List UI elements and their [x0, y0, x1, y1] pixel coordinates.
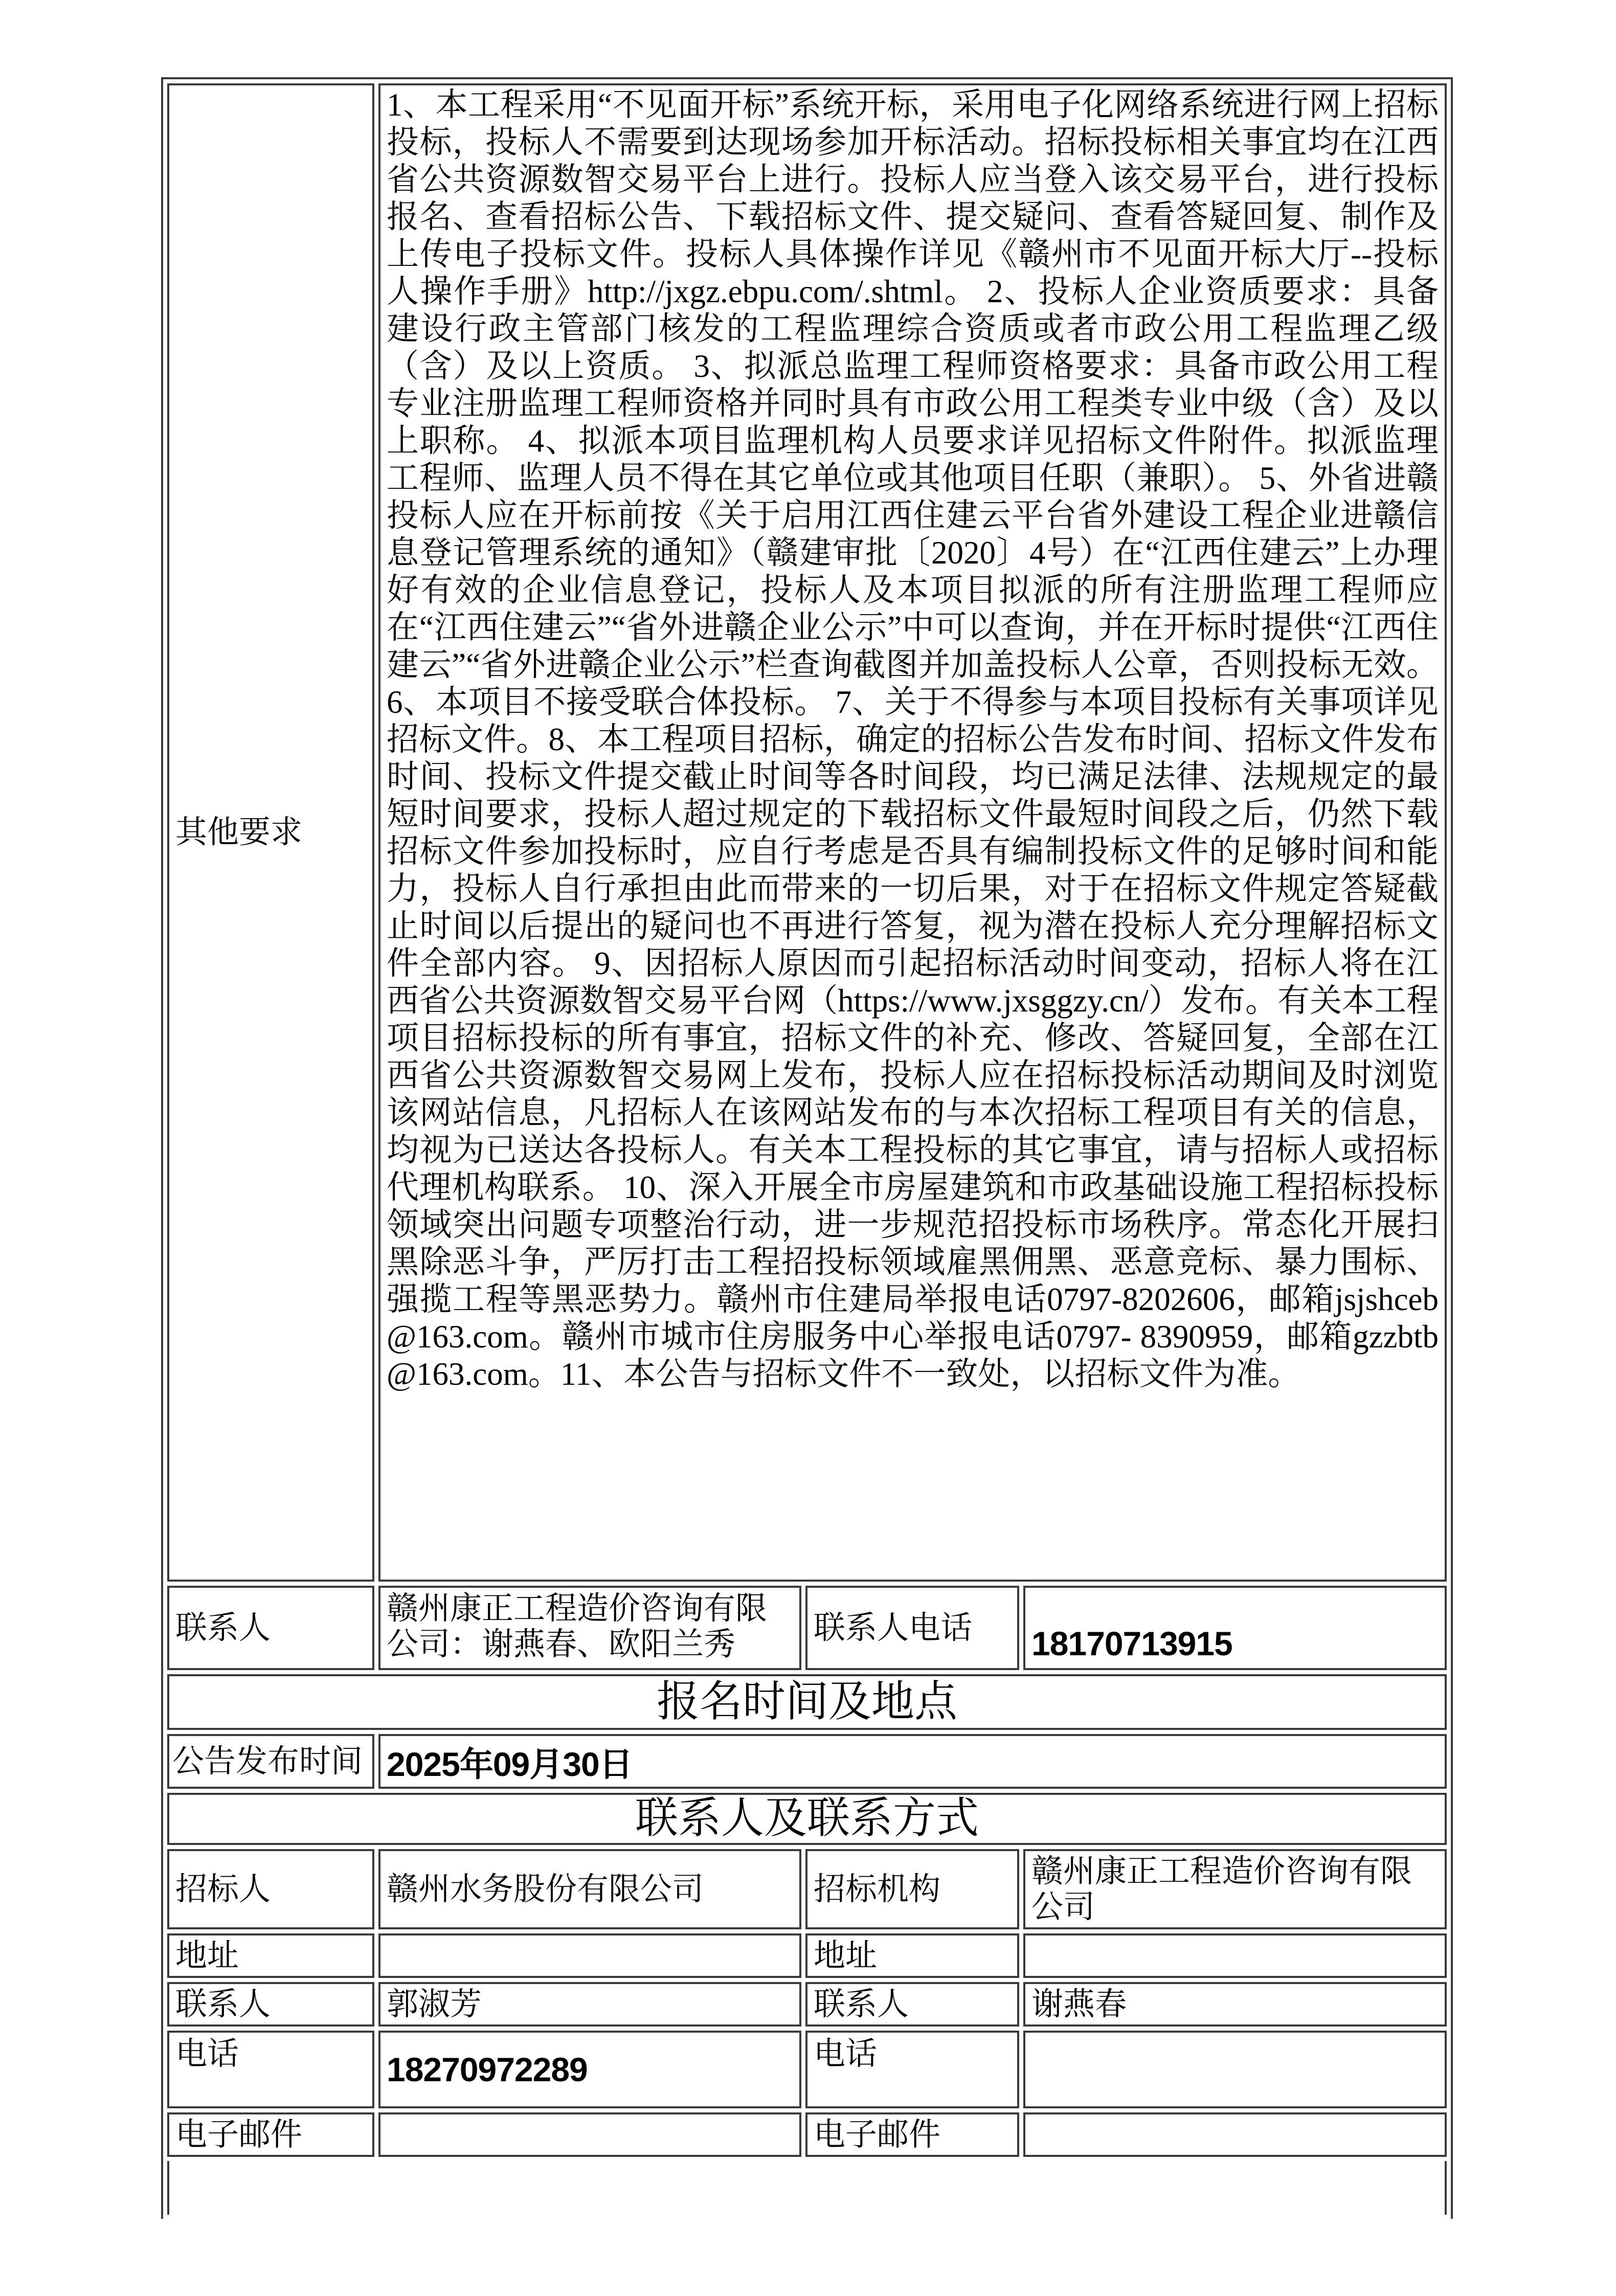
cutoff-empty-row [167, 2161, 1447, 2215]
address-right-value [1023, 1933, 1447, 1978]
contact-left-value: 郭淑芳 [378, 1982, 801, 2027]
cutoff-empty-cell [167, 2161, 1447, 2215]
contact-person-row [167, 1982, 1447, 2027]
contacts-section-title: 联系人及联系方式 [167, 1793, 1447, 1845]
address-row [167, 1933, 1447, 1978]
other-requirements-row [167, 83, 1447, 1582]
agency-value: 赣州康正工程造价咨询有限公司 [1023, 1849, 1447, 1929]
other-requirements-content: 1、本工程采用“不见面开标”系统开标，采用电子化网络系统进行网上招标投标，投标人不需要到达现场参加开标活动。招标投标相关事宜均在江西省公共资源数智交易平台上进行。投标人应当登入该交易平台，进行投标报名、查看招标公告、下载招标文件、提交疑问、查看答疑回复、制作及上传电子投标文件。投标人具体操作详见《赣州市不见面开标大厅--投标人操作手册》http://jxgz.ebpu.com/.shtml。 2、投标人企业资质要求：具备建设行政主管部门核发的工程监理综合资质或者市政公用工程监理乙级（含）及以上资质。 3、拟派总监理工程师资格要求：具备市政公用工程专业注册监理工程师资格并同时具有市政公用工程类专业中级（含）及以上职称。 4、拟派本项目监理机构人员要求详见招标文件附件。拟派监理工程师、监理人员不得在其它单位或其他项目任职（兼职）。 5、外省进赣投标人应在开标前按《关于启用江西住建云平台省外建设工程企业进赣信息登记管理系统的通知》（赣建审批〔2020〕4号）在“江西住建云”上办理好有效的企业信息登记，投标人及本项目拟派的所有注册监理工程师应在“江西住建云”“省外进赣企业公示”中可以查询，并在开标时提供“江西住建云”“省外进赣企业公示”栏查询截图并加盖投标人公章，否则投标无效。 6、本项目不接受联合体投标。 7、关于不得参与本项目投标有关事项详见招标文件。8、本工程项目招标，确定的招标公告发布时间、招标文件发布时间、投标文件提交截止时间等各时间段，均已满足法律、法规规定的最短时间要求，投标人超过规定的下载招标文件最短时间段之后，仍然下载招标文件参加投标时，应自行考虑是否具有编制投标文件的足够时间和能力，投标人自行承担由此而带来的一切后果，对于在招标文件规定答疑截止时间以后提出的疑问也不再进行答复，视为潜在投标人充分理解招标文件全部内容。 9、因招标人原因而引起招标活动时间变动，招标人将在江西省公共资源数智交易平台网（https://www.jxsggzy.cn/）发布。有关本工程项目招标投标的所有事宜，招标文件的补充、修改、答疑回复，全部在江西省公共资源数智交易网上发布，投标人应在招标投标活动期间及时浏览该网站信息，凡招标人在该网站发布的与本次招标工程项目有关的信息，均视为已送达各投标人。有关本工程投标的其它事宜，请与招标人或招标代理机构联系。 10、深入开展全市房屋建筑和市政基础设施工程招标投标领域突出问题专项整治行动，进一步规范招投标市场秩序。常态化开展扫黑除恶斗争，严厉打击工程招投标领域雇黑佣黑、恶意竞标、暴力围标、强揽工程等黑恶势力。赣州市住建局举报电话0797-8202606，邮箱jsjshceb@163.com。赣州市城市住房服务中心举报电话0797- 8390959，邮箱gzzbtb@163.com。11、本公告与招标文件不一致处，以招标文件为准。 [378, 83, 1447, 1582]
publish-date-row [167, 1734, 1447, 1789]
agency-contact-label: 联系人 [167, 1586, 374, 1670]
phone-row [167, 2031, 1447, 2108]
phone-left-label: 电话 [167, 2031, 374, 2108]
agency-contact-value: 赣州康正工程造价咨询有限公司：谢燕春、欧阳兰秀 [378, 1586, 801, 1670]
tenderer-value: 赣州水务股份有限公司 [378, 1849, 801, 1929]
phone-right-value [1023, 2031, 1447, 2108]
contact-right-label: 联系人 [805, 1982, 1019, 2027]
contact-left-label: 联系人 [167, 1982, 374, 2027]
email-right-label: 电子邮件 [805, 2112, 1019, 2157]
contact-right-value: 谢燕春 [1023, 1982, 1447, 2027]
section-header-row-contacts [167, 1793, 1447, 1845]
email-right-value [1023, 2112, 1447, 2157]
other-requirements-label: 其他要求 [167, 83, 374, 1582]
section-header-row-registration [167, 1674, 1447, 1730]
publish-date-value: 2025年09月30日 [378, 1734, 1447, 1789]
publish-date-label: 公告发布时间 [167, 1734, 374, 1789]
agency-contact-phone-value: 18170713915 [1023, 1586, 1447, 1670]
parties-row [167, 1849, 1447, 1929]
phone-right-label: 电话 [805, 2031, 1019, 2108]
registration-section-title: 报名时间及地点 [167, 1674, 1447, 1730]
tender-announcement-table [161, 77, 1453, 2219]
agency-label: 招标机构 [805, 1849, 1019, 1929]
email-row [167, 2112, 1447, 2157]
email-left-label: 电子邮件 [167, 2112, 374, 2157]
phone-left-value: 18270972289 [378, 2031, 801, 2108]
address-left-label: 地址 [167, 1933, 374, 1978]
address-left-value [378, 1933, 801, 1978]
tenderer-label: 招标人 [167, 1849, 374, 1929]
address-right-label: 地址 [805, 1933, 1019, 1978]
agency-contact-phone-label: 联系人电话 [805, 1586, 1019, 1670]
email-left-value [378, 2112, 801, 2157]
agency-contact-row [167, 1586, 1447, 1670]
